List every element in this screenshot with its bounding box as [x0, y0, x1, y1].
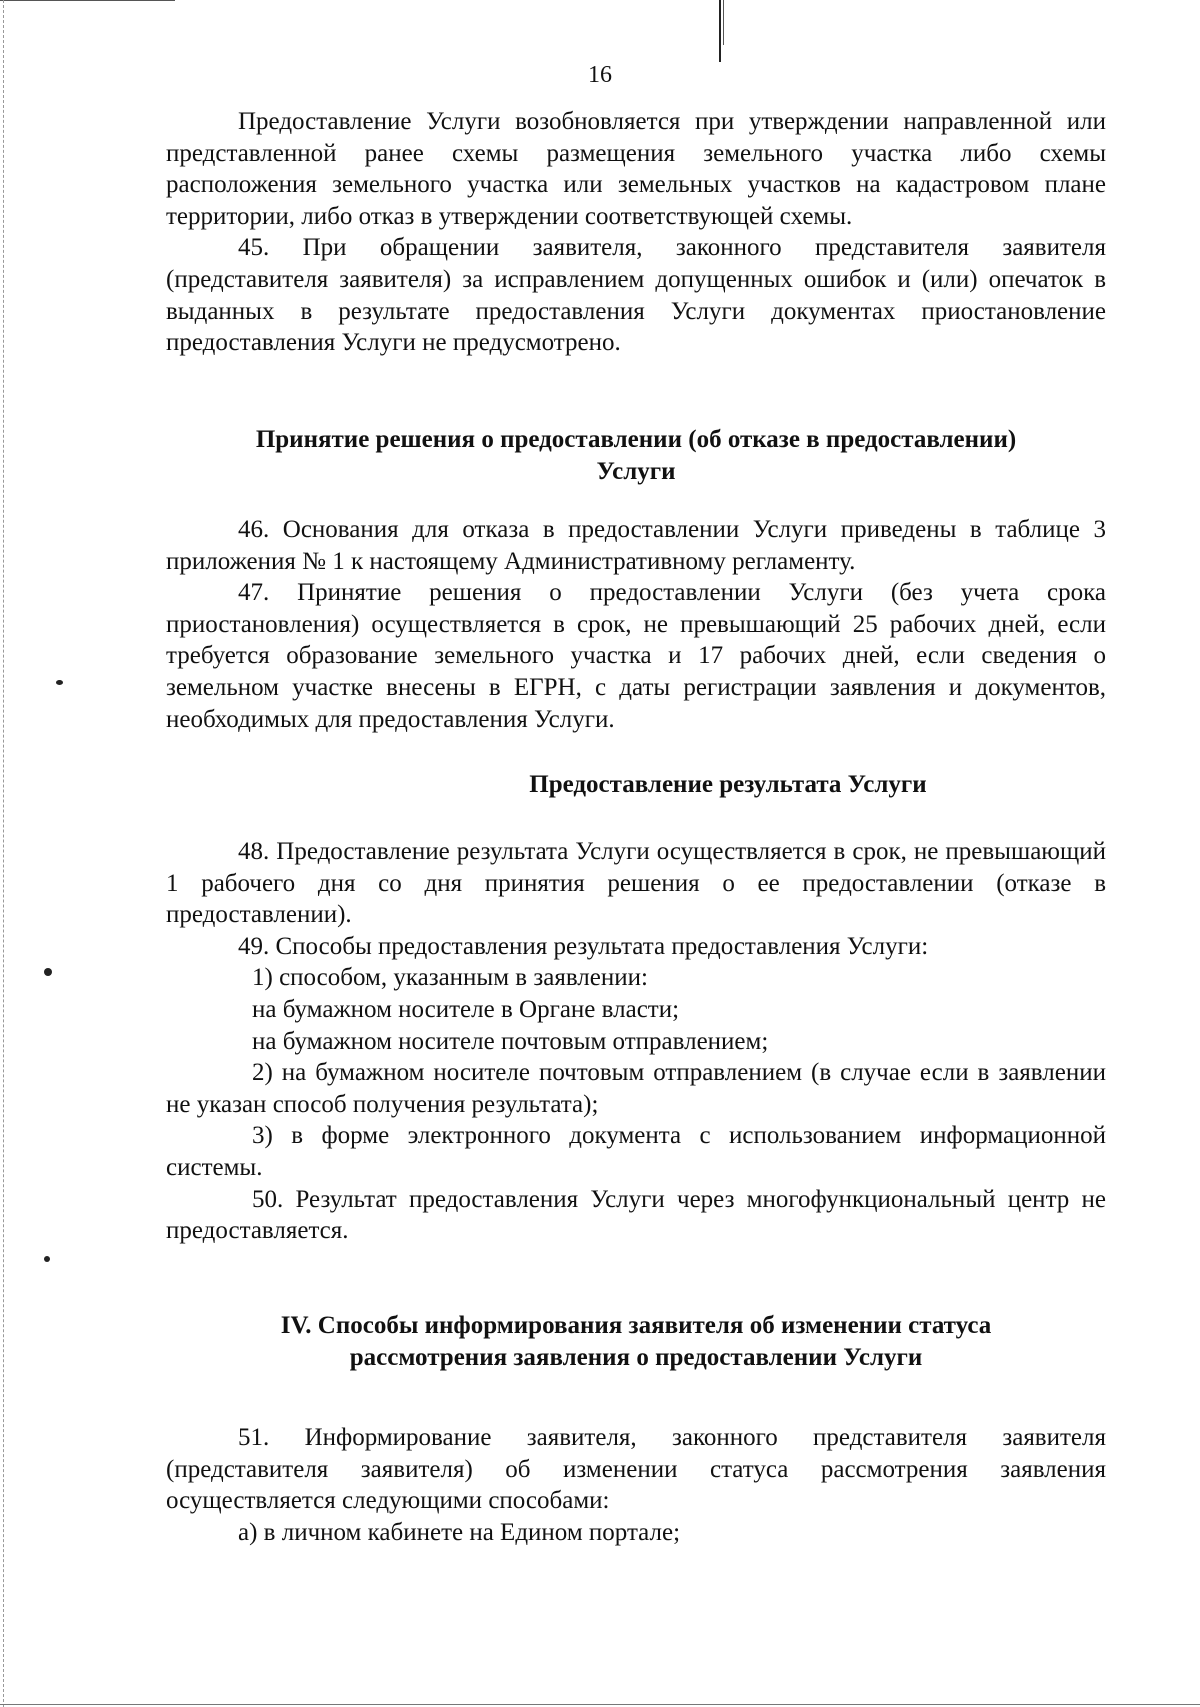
heading-section-iv-line1: IV. Способы информирования заявителя об изменении статуса — [280, 1312, 992, 1339]
heading-decision-line1: Принятие решения о предоставлении (об отказе в предоставлении) — [255, 426, 1017, 453]
text-block-result — [166, 836, 1106, 1247]
scan-edge-bottom — [0, 1704, 1200, 1705]
paragraph-51: 51. Информирование заявителя, законного представителя заявителя (представителя заявителя) об изменении статуса рассмотрения заявления осуществляется следующими способами: — [166, 1424, 1106, 1515]
list-item-3: 3) в форме электронного документа с использованием информационной системы. — [166, 1122, 1106, 1181]
heading-decision-line2: Услуги — [596, 458, 676, 485]
crop-mark — [719, 0, 721, 62]
text-block-informing — [166, 1422, 1106, 1548]
paragraph-50: 50. Результат предоставления Услуги через многофункциональный центр не предоставляется. — [166, 1185, 1106, 1245]
list-item-1: 1) способом, указанным в заявлении: — [252, 964, 648, 992]
text-block-decision — [166, 514, 1106, 735]
paragraph-48: 48. Предоставление результата Услуги осуществляется в срок, не превышающий 1 рабочего дня со дня принятия решения о ее предоставлении (отказе в предоставлении). — [166, 838, 1106, 929]
text-block-intro — [166, 106, 1106, 359]
list-item-1a: на бумажном носителе в Органе власти; — [252, 995, 680, 1023]
heading-section-iv — [186, 1310, 1086, 1374]
heading-result — [278, 769, 1178, 801]
scan-speck — [56, 680, 63, 685]
heading-result-line1: Предоставление результата Услуги — [529, 771, 927, 798]
heading-section-iv-line2: рассмотрения заявления о предоставлении Услуги — [349, 1344, 923, 1371]
list-item-a: а) в личном кабинете на Едином портале; — [238, 1518, 681, 1546]
scan-speck — [44, 968, 52, 976]
list-item-2: 2) на бумажном носителе почтовым отправлением (в случае если в заявлении не указан способ получения результата); — [166, 1059, 1106, 1118]
list-item-1b: на бумажном носителе почтовым отправлением; — [252, 1027, 769, 1055]
heading-decision — [166, 424, 1106, 488]
crop-mark-secondary — [723, 0, 724, 45]
paragraph-49: 49. Способы предоставления результата предоставления Услуги: — [238, 932, 929, 960]
page-number: 16 — [588, 62, 612, 88]
paragraph-45: 45. При обращении заявителя, законного представителя заявителя (представителя заявителя) за исправлением допущенных ошибок и (или) опечаток в выданных в результате предоставления Услуги документах приостановление предоставления Услуги не предусмотрено. — [166, 234, 1106, 357]
scan-edge-left — [3, 0, 4, 1707]
scan-speck — [44, 1256, 50, 1262]
paragraph-resume-service: Предоставление Услуги возобновляется при утверждении направленной или представленной ранее схемы размещения земельного участка либо схемы расположения земельного участка или земельных участков на кадастровом плане территории, либо отказ в утверждении соответствующей схемы. — [166, 108, 1106, 230]
scan-edge-top — [0, 0, 175, 1]
paragraph-47: 47. Принятие решения о предоставлении Услуги (без учета срока приостановления) осуществляется в срок, не превышающий 25 рабочих дней, если требуется образование земельного участка и 17 рабочих дней, если сведения о земельном участке внесены в ЕГРН, с даты регистрации заявления и документов, необходимых для предоставления Услуги. — [166, 579, 1106, 733]
paragraph-46: 46. Основания для отказа в предоставлении Услуги приведены в таблице 3 приложения № 1 к настоящему Административному регламенту. — [166, 516, 1106, 575]
